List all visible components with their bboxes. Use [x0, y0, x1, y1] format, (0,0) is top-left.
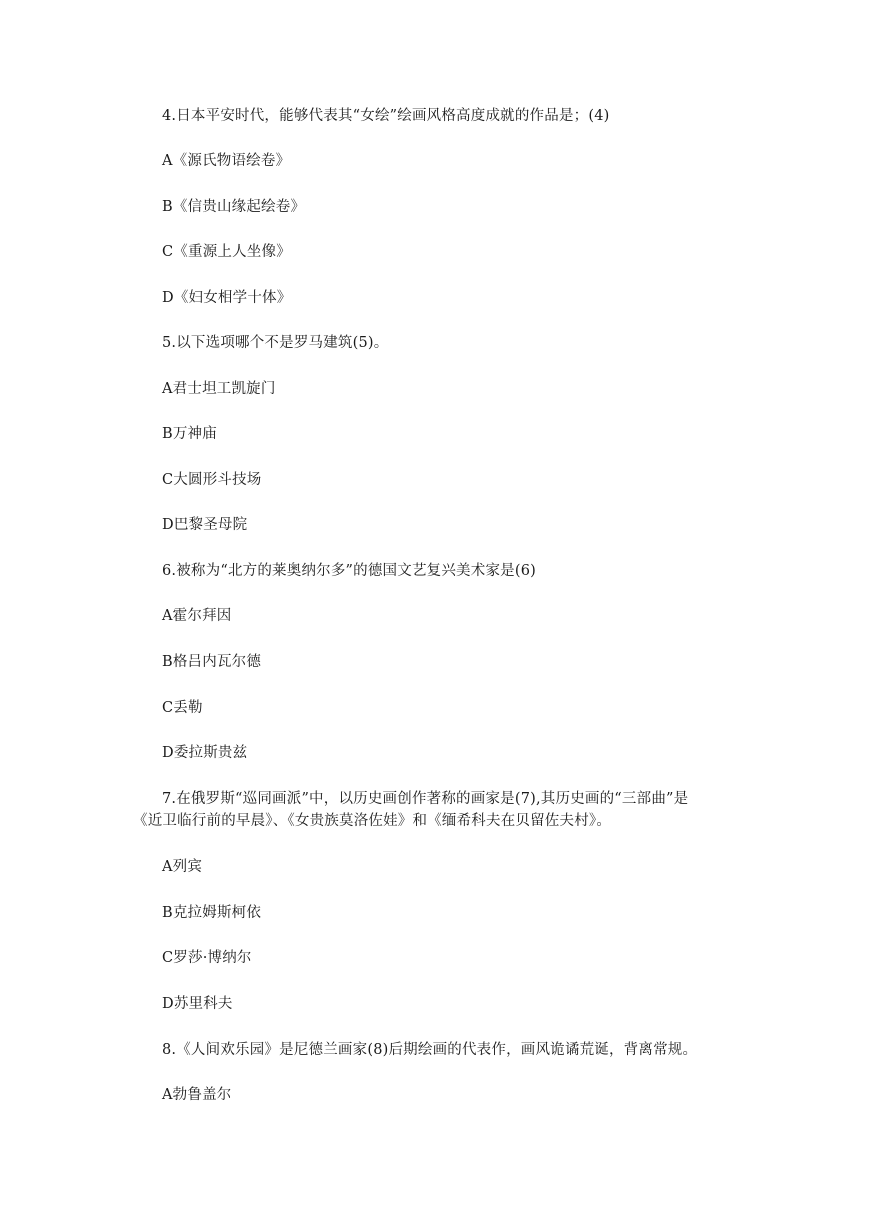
question-5-stem: 5.以下选项哪个不是罗马建筑(5)。 — [162, 335, 389, 351]
question-7-option-a: A列宾 — [162, 859, 203, 875]
question-4-option-a: A《源氏物语绘卷》 — [162, 153, 291, 169]
question-5-option-b: B万神庙 — [162, 426, 217, 442]
question-4-option-b: B《信贵山缘起绘卷》 — [162, 199, 306, 215]
question-6-stem: 6.被称为“北方的莱奥纳尔多”的德国文艺复兴美术家是(6) — [162, 563, 536, 579]
question-4-option-d: D《妇女相学十体》 — [162, 290, 292, 306]
question-4-option-c: C《重源上人坐像》 — [162, 244, 291, 260]
question-5-option-a: A君士坦工凯旋门 — [162, 381, 276, 397]
question-8-stem: 8.《人间欢乐园》是尼德兰画家(8)后期绘画的代表作，画风诡谲荒诞，背离常规。 — [162, 1042, 698, 1058]
question-7-option-b: B克拉姆斯柯依 — [162, 905, 262, 921]
question-5-option-c: C大圆形斗技场 — [162, 472, 262, 488]
question-5-option-d: D巴黎圣母院 — [162, 517, 248, 533]
question-7-stem-line2: 《近卫临行前的早晨》、《女贵族莫洛佐娃》和《缅希科夫在贝留佐夫村》。 — [133, 813, 612, 829]
question-6-option-d: D委拉斯贵兹 — [162, 745, 248, 761]
question-6-option-c: C丢勒 — [162, 700, 203, 716]
question-7-option-c: C罗莎·博纳尔 — [162, 950, 252, 966]
question-8-option-a: A勃鲁盖尔 — [162, 1087, 232, 1103]
question-7-option-d: D苏里科夫 — [162, 996, 233, 1012]
question-4-stem: 4.日本平安时代，能够代表其“女绘”绘画风格高度成就的作品是；(4) — [162, 108, 610, 124]
question-7-stem-line1: 7.在俄罗斯“巡同画派”中，以历史画创作著称的画家是(7),其历史画的“三部曲”是 — [162, 791, 689, 807]
question-6-option-a: A霍尔拜因 — [162, 608, 232, 624]
question-6-option-b: B格吕内瓦尔德 — [162, 654, 262, 670]
